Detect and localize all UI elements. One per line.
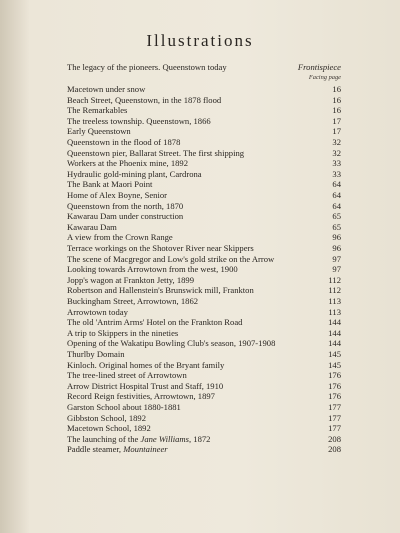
list-item <box>67 402 341 412</box>
page-number: 33 <box>332 158 341 169</box>
illustration-title <box>67 434 210 444</box>
page-number: 208 <box>328 433 341 444</box>
illustration-title: Buckingham Street, Arrowtown, 1862 <box>67 296 199 306</box>
list-item <box>67 243 341 253</box>
ship-name: Mountaineer <box>123 444 168 455</box>
illustration-title: Thurlby Domain <box>67 349 125 359</box>
illustration-title <box>67 444 168 454</box>
illustration-title: The old 'Antrim Arms' Hotel on the Frankton Road <box>67 317 243 328</box>
page-number: 176 <box>328 380 341 391</box>
list-item <box>67 137 341 147</box>
page-number: 32 <box>332 137 341 147</box>
list-item <box>67 222 341 232</box>
illustration-title: The Remarkables <box>67 105 128 116</box>
list-item <box>67 264 341 274</box>
list-item <box>67 95 341 105</box>
page-number: 97 <box>332 253 341 264</box>
page-number: 144 <box>328 317 341 328</box>
list-item <box>67 116 341 126</box>
title-text: Paddle steamer, <box>67 444 124 455</box>
illustration-title: Beach Street, Queenstown, in the 1878 flood <box>67 94 222 105</box>
facing-page-note: Facing page <box>308 74 341 81</box>
list-item <box>67 328 341 338</box>
page-number: 17 <box>332 115 341 126</box>
list-item <box>67 148 341 158</box>
page-number: 32 <box>332 147 341 158</box>
list-item <box>67 169 341 179</box>
list-item <box>67 84 341 94</box>
illustration-title: Arrow District Hospital Trust and Staff, 1910 <box>67 380 224 391</box>
page-number: 208 <box>328 444 341 455</box>
page-number: 176 <box>328 370 341 381</box>
page-number: 177 <box>328 412 341 423</box>
list-item <box>67 360 341 370</box>
illustration-title: Looking towards Arrowtown from the west, 1900 <box>67 264 238 275</box>
page-number: 145 <box>328 359 341 370</box>
illustration-title: Terrace workings on the Shotover River near Skippers <box>67 243 254 253</box>
page-heading: Illustrations <box>146 31 254 50</box>
illustration-title: Macetown under snow <box>67 84 146 94</box>
illustration-title: A view from the Crown Range <box>67 232 173 243</box>
illustration-title: Queenstown pier, Ballarat Street. The first shipping <box>67 147 245 158</box>
page-reference: Frontispiece <box>297 62 341 72</box>
illustration-title: Gibbston School, 1892 <box>67 412 147 423</box>
illustration-title: Arrowtown today <box>67 306 128 317</box>
page-number: 144 <box>328 327 341 338</box>
illustration-title: Early Queenstown <box>67 126 131 137</box>
list-item <box>67 254 341 264</box>
illustration-title: Kawarau Dam under construction <box>67 211 184 222</box>
illustration-title: A trip to Skippers in the nineties <box>67 327 179 338</box>
illustration-title: Opening of the Wakatipu Bowling Club's season, 1907-1908 <box>67 338 276 349</box>
page-number: 64 <box>332 179 341 190</box>
title-text: The launching of the <box>67 433 141 444</box>
list-item <box>67 434 341 444</box>
illustration-title: Kawarau Dam <box>67 221 117 232</box>
page-gutter-shadow <box>0 0 30 533</box>
list-item <box>67 285 341 295</box>
illustration-title: Garston School about 1880-1881 <box>67 402 181 412</box>
list-item <box>67 444 341 454</box>
list-item <box>67 317 341 327</box>
page-number: 112 <box>328 274 341 285</box>
page-number: 65 <box>332 211 341 222</box>
page-number: 177 <box>328 423 341 434</box>
list-item <box>67 158 341 168</box>
illustration-title: Queenstown in the flood of 1878 <box>67 137 181 147</box>
list-item <box>67 349 341 359</box>
list-item <box>67 211 341 221</box>
page-number: 17 <box>332 126 341 137</box>
list-item <box>67 370 341 380</box>
illustration-title: Jopp's wagon at Frankton Jetty, 1899 <box>67 274 195 285</box>
illustration-title: Workers at the Phoenix mine, 1892 <box>67 158 189 169</box>
list-item <box>67 179 341 189</box>
page-number: 33 <box>332 168 341 179</box>
page-number: 113 <box>328 296 341 306</box>
list-item <box>67 232 341 242</box>
page-number: 144 <box>328 338 341 349</box>
illustration-title: Hydraulic gold-mining plant, Cardrona <box>67 168 202 179</box>
illustration-title: Home of Alex Boyne, Senior <box>67 190 168 200</box>
page-number: 145 <box>328 349 341 359</box>
list-item <box>67 62 341 72</box>
illustration-title: Robertson and Hallenstein's Brunswick mill, Frankton <box>67 285 254 296</box>
list-item <box>67 126 341 136</box>
page-number: 177 <box>328 402 341 412</box>
page-number: 96 <box>332 243 341 253</box>
illustration-title: The scene of Macgregor and Low's gold strike on the Arrow <box>67 253 275 264</box>
page-number: 113 <box>328 306 341 317</box>
list-item <box>67 307 341 317</box>
list-item <box>67 338 341 348</box>
page-number: 96 <box>332 232 341 243</box>
list-item <box>67 413 341 423</box>
illustration-title: Kinloch. Original homes of the Bryant family <box>67 359 225 370</box>
illustration-title: The treeless township. Queenstown, 1866 <box>67 115 211 126</box>
list-item <box>67 423 341 433</box>
title-text: , 1872 <box>188 433 211 444</box>
illustration-title: The legacy of the pioneers. Queenstown today <box>67 62 227 72</box>
illustration-title: The Bank at Maori Point <box>67 179 153 190</box>
page-number: 65 <box>332 221 341 232</box>
list-item <box>67 296 341 306</box>
list-item <box>67 381 341 391</box>
page-number: 16 <box>332 94 341 105</box>
list-item <box>67 190 341 200</box>
page-number: 112 <box>328 285 341 296</box>
list-item <box>67 201 341 211</box>
illustration-title: Queenstown from the north, 1870 <box>67 200 184 211</box>
list-item <box>67 105 341 115</box>
page-number: 97 <box>332 264 341 275</box>
page-number: 176 <box>328 391 341 402</box>
list-item <box>67 391 341 401</box>
illustration-title: Record Reign festivities, Arrowtown, 1897 <box>67 391 215 402</box>
page-number: 64 <box>332 200 341 211</box>
page-number: 16 <box>332 84 341 94</box>
ship-name: Jane Williams <box>140 433 189 444</box>
page-number: 16 <box>332 105 341 116</box>
page-number: 64 <box>332 190 341 200</box>
illustration-title: The tree-lined street of Arrowtown <box>67 370 187 381</box>
list-item <box>67 275 341 285</box>
illustration-title: Macetown School, 1892 <box>67 423 151 434</box>
